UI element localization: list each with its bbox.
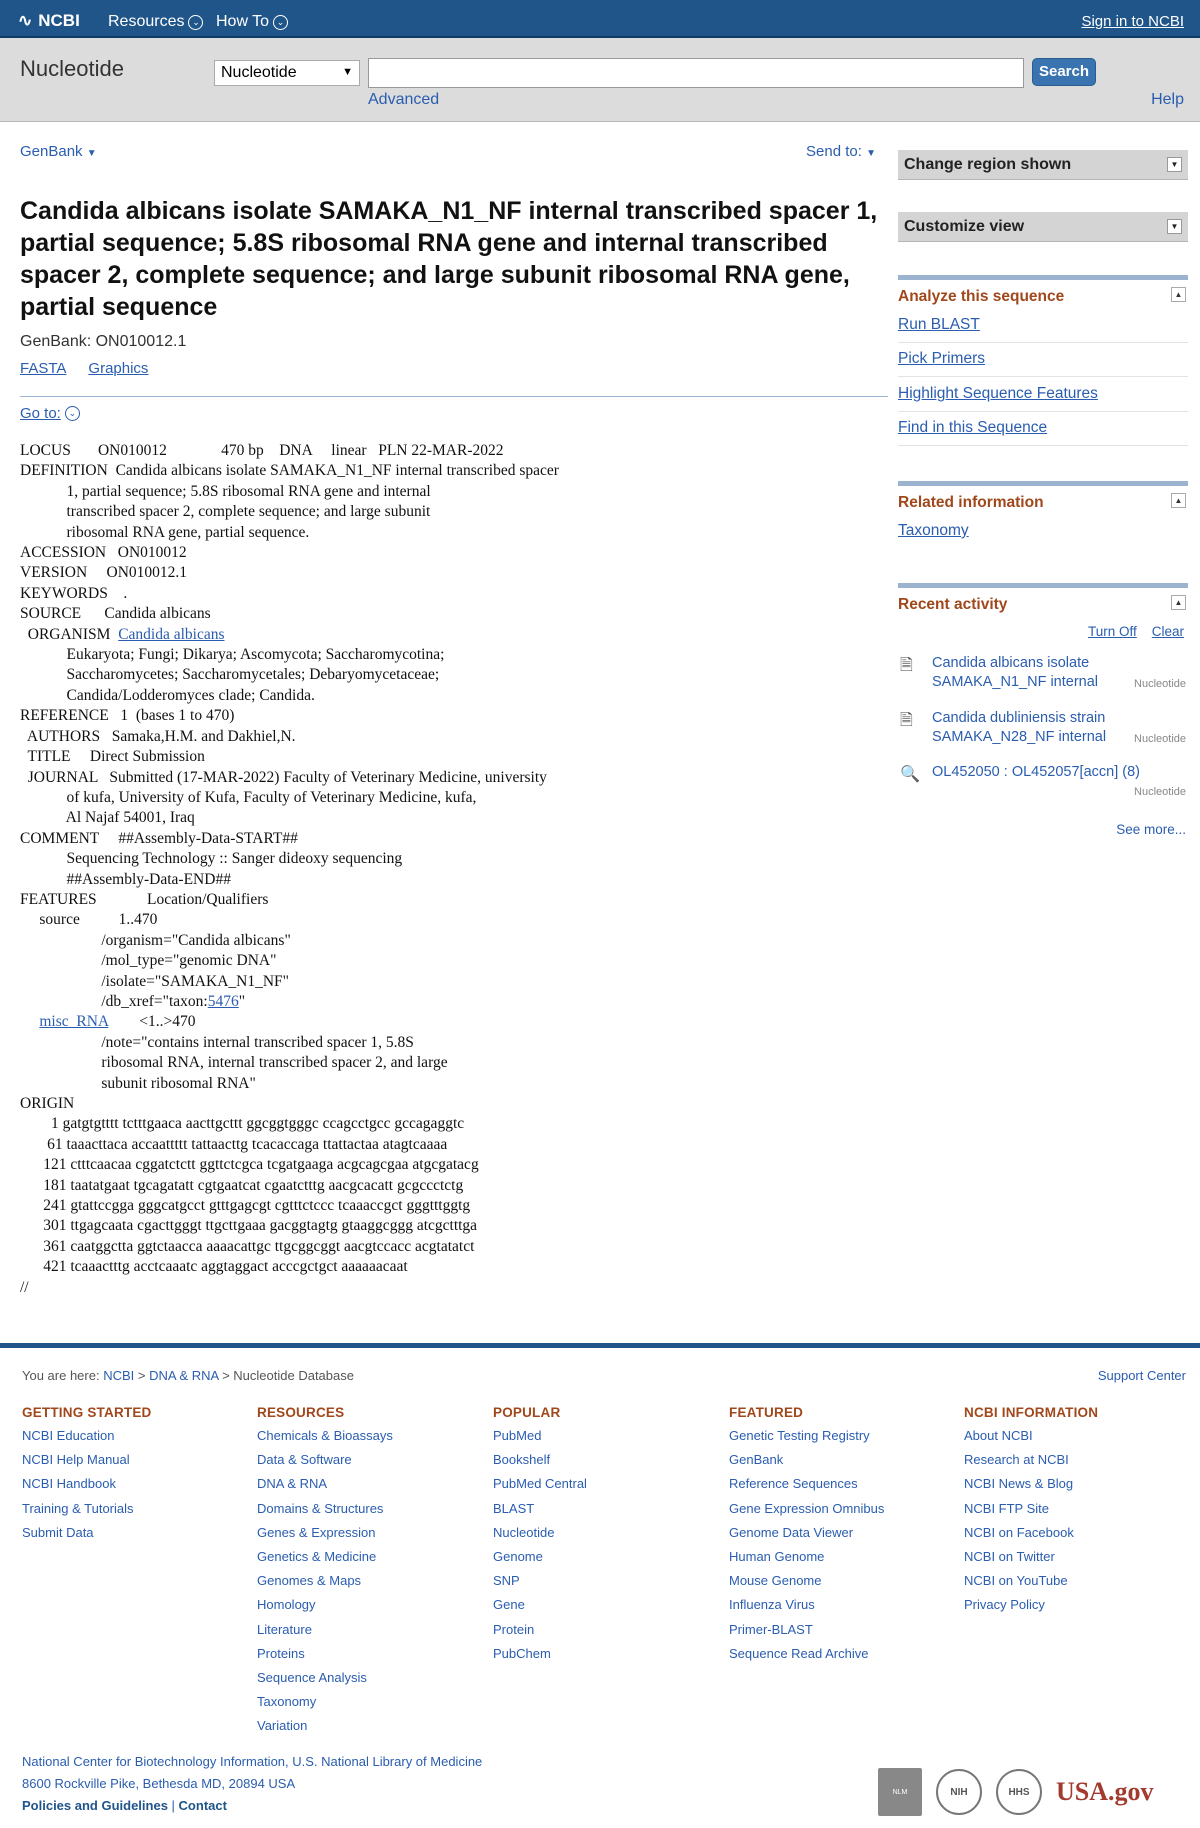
customize-view-panel[interactable]: Customize view ▼ <box>898 212 1188 242</box>
footer-column-title: POPULAR <box>493 1405 561 1420</box>
record-title: Candida albicans isolate SAMAKA_N1_NF internal transcribed spacer 1, partial sequence; 5.8S ribosomal RNA gene and internal transcribed spacer 2, complete sequence; and large subunit ribosomal RNA gene, partial sequence <box>20 197 878 321</box>
footer-column <box>22 1405 247 1545</box>
footer-column <box>257 1405 482 1739</box>
chevron-down-icon: ⌄ <box>65 406 80 421</box>
flat-file-line: Candida/Lodderomyces clade; Candida. <box>20 686 315 704</box>
flat-file-line: Saccharomycetes; Saccharomycetales; Debaryomycetaceae; <box>20 666 440 684</box>
analyze-panel-header: Analyze this sequence ▲ <box>898 275 1188 306</box>
footer-link[interactable]: Gene <box>493 1597 525 1613</box>
highlight-features-link[interactable]: Highlight Sequence Features <box>898 385 1188 412</box>
footer-link[interactable]: DNA & RNA <box>257 1476 328 1492</box>
search-button[interactable]: Search <box>1032 58 1096 86</box>
flat-file-line: /mol_type="genomic DNA" <box>20 952 277 970</box>
breadcrumb: You are here: NCBI > DNA & RNA > Nucleotide Database <box>22 1368 354 1383</box>
flat-file-line: 121 ctttcaacaa cggatctctt ggttctcgca tcgatgaaga acgcagcgaa atgcgatacg <box>20 1156 479 1174</box>
flat-file-line: SOURCE Candida albicans <box>20 605 211 623</box>
find-in-sequence-link[interactable]: Find in this Sequence <box>898 419 1188 446</box>
flat-file-line: VERSION ON010012.1 <box>20 564 188 582</box>
footer-link[interactable]: GenBank <box>729 1452 784 1468</box>
misc-rna-link[interactable]: misc_RNA <box>39 1013 109 1031</box>
footer-link[interactable]: SNP <box>493 1573 520 1589</box>
document-icon: 🗎 <box>900 712 913 729</box>
chevron-down-icon: ⌄ <box>188 15 203 30</box>
crumb-dna-rna[interactable]: DNA & RNA <box>149 1368 219 1383</box>
caret-down-icon: ▼ <box>86 148 97 159</box>
footer-address: National Center for Biotechnology Information, U.S. National Library of Medicine 8600 Rockville Pike, Bethesda MD, 20894 USA Policies and Guidelines | Contact <box>22 1754 483 1813</box>
footer-link[interactable]: Sequence Analysis <box>257 1670 367 1686</box>
organism-link[interactable]: Candida albicans <box>118 625 225 643</box>
nih-logo-icon[interactable]: NIH <box>936 1769 982 1815</box>
footer-column-title: FEATURED <box>729 1405 804 1420</box>
footer-link[interactable]: Human Genome <box>729 1549 825 1565</box>
flat-file-line: ribosomal RNA, internal transcribed spacer 2, and large <box>20 1054 448 1072</box>
howto-menu[interactable]: How To ⌄ <box>216 13 288 31</box>
flat-file-line: ribosomal RNA gene, partial sequence. <box>20 523 310 541</box>
document-icon: 🗎 <box>900 657 913 674</box>
collapse-icon[interactable]: ▲ <box>1171 287 1186 302</box>
related-panel-header: Related information ▲ <box>898 481 1188 512</box>
flat-file-line: /isolate="SAMAKA_N1_NF" <box>20 972 289 990</box>
pick-primers-link[interactable]: Pick Primers <box>898 350 1188 377</box>
footer-link[interactable]: Mouse Genome <box>729 1573 822 1589</box>
dropdown-arrow-icon: ▼ <box>1167 157 1182 172</box>
flat-file-line: REFERENCE 1 (bases 1 to 470) <box>20 707 235 725</box>
flat-file-line: COMMENT ##Assembly-Data-START## <box>20 829 298 847</box>
footer-link[interactable]: NCBI on YouTube <box>964 1573 1068 1589</box>
graphics-link[interactable]: Graphics <box>88 360 149 377</box>
footer-column <box>964 1405 1189 1618</box>
footer-column-title: NCBI INFORMATION <box>964 1405 1099 1420</box>
flat-file-line: ACCESSION ON010012 <box>20 544 187 562</box>
footer-link[interactable]: NCBI on Facebook <box>964 1524 1074 1540</box>
flat-file-line: /organism="Candida albicans" <box>20 931 291 949</box>
caret-down-icon: ▼ <box>866 148 876 159</box>
flat-file-line: FEATURES Location/Qualifiers <box>20 890 269 908</box>
footer-link[interactable]: Influenza Virus <box>729 1597 815 1613</box>
flat-file-line: transcribed spacer 2, complete sequence; and large subunit <box>20 503 431 521</box>
sign-in-link[interactable]: Sign in to NCBI <box>1081 13 1184 30</box>
hhs-logo-icon[interactable]: HHS <box>996 1769 1042 1815</box>
flat-file-line: // <box>20 1278 29 1296</box>
footer-link[interactable]: Homology <box>257 1597 316 1613</box>
ncbi-topbar <box>0 0 1200 38</box>
advanced-search-link[interactable]: Advanced <box>368 91 440 108</box>
footer-link[interactable]: NCBI Education <box>22 1428 115 1443</box>
flat-file-line: Al Najaf 54001, Iraq <box>20 809 195 827</box>
flat-file-line: LOCUS ON010012 470 bp DNA linear PLN 22-MAR-2022 <box>20 442 504 459</box>
footer-link[interactable]: Submit Data <box>22 1524 94 1540</box>
footer-link[interactable]: Bookshelf <box>493 1452 551 1468</box>
flat-file-line: 241 gtattccgga gggcatgcct gtttgagcgt cgtttctccc tcaaaccgct gggtttggtg <box>20 1197 471 1215</box>
flat-file-line: AUTHORS Samaka,H.M. and Dakhiel,N. <box>20 727 296 745</box>
footer-column-title: GETTING STARTED <box>22 1405 152 1420</box>
accession-line: GenBank: ON010012.1 <box>20 333 187 350</box>
flat-file-line: /note="contains internal transcribed spacer 1, 5.8S <box>20 1033 414 1051</box>
search-icon: 🔍 <box>900 766 920 783</box>
footer-link[interactable]: BLAST <box>493 1500 535 1516</box>
ncbi-logo[interactable]: ∿ NCBI <box>18 11 80 30</box>
recent-controls <box>1088 624 1184 639</box>
flat-file-line: /db_xref="taxon:5476" <box>20 992 246 1010</box>
taxon-link[interactable]: 5476 <box>207 992 239 1010</box>
flat-file-line: source 1..470 <box>20 911 158 929</box>
footer-link[interactable]: Sequence Read Archive <box>729 1645 869 1661</box>
goto-menu[interactable]: Go to: ⌄ <box>20 405 80 422</box>
footer-link[interactable]: NCBI on Twitter <box>964 1549 1055 1565</box>
search-bar <box>0 38 1200 122</box>
footer-link[interactable]: Genomes & Maps <box>257 1573 362 1589</box>
footer-link[interactable]: NCBI News & Blog <box>964 1476 1074 1492</box>
footer-link[interactable]: Genome Data Viewer <box>729 1524 854 1540</box>
footer-link[interactable]: Nucleotide <box>493 1524 555 1540</box>
flat-file-line: subunit ribosomal RNA" <box>20 1074 256 1092</box>
flat-file-line: 361 caatggctta ggtctaacca aaaacattgc ttgcggcggt aacgtccacc acgtatatct <box>20 1237 475 1255</box>
footer-link[interactable]: NCBI Handbook <box>22 1476 116 1492</box>
send-to-menu[interactable]: Send to: ▼ <box>806 143 876 160</box>
search-input[interactable] <box>368 58 1024 88</box>
footer-link[interactable]: Reference Sequences <box>729 1476 858 1492</box>
footer-link[interactable]: Domains & Structures <box>257 1500 384 1516</box>
footer-link[interactable]: Privacy Policy <box>964 1597 1045 1613</box>
footer-link[interactable]: PubMed Central <box>493 1476 587 1492</box>
flat-file-line: JOURNAL Submitted (17-MAR-2022) Faculty of Veterinary Medicine, university <box>20 768 547 786</box>
collapse-icon[interactable]: ▲ <box>1171 595 1186 610</box>
flat-file-line: 61 taaacttaca accaattttt tattaacttg tcacaccaga ttattactaa atagtcaaaa <box>20 1135 448 1153</box>
database-select[interactable]: Nucleotide ▼ <box>214 60 360 86</box>
footer-link[interactable]: Protein <box>493 1621 535 1637</box>
flat-file-line: 181 taatatgaat tgcagatatt cgtgaatcat cgaatctttg aacgcacatt gcgccctctg <box>20 1176 464 1194</box>
flat-file-line: ORIGIN <box>20 1095 98 1112</box>
dropdown-arrow-icon: ▼ <box>342 66 353 78</box>
contact-link[interactable]: Contact <box>178 1798 227 1813</box>
flat-file-line: DEFINITION Candida albicans isolate SAMAKA_N1_NF internal transcribed spacer <box>20 462 559 480</box>
recent-item[interactable]: 🗎 Candida dubliniensis strain SAMAKA_N28_NF internal Nucleotide <box>900 710 1186 745</box>
resources-menu[interactable]: Resources ⌄ <box>108 13 203 31</box>
chevron-down-icon: ⌄ <box>273 15 288 30</box>
footer-link[interactable]: NCBI FTP Site <box>964 1500 1050 1516</box>
footer-logos <box>878 1768 1154 1816</box>
format-links <box>20 360 148 377</box>
recent-item[interactable]: 🔍 OL452050 : OL452057[accn] (8) Nucleotide <box>900 764 1186 798</box>
footer-link[interactable]: Genetics & Medicine <box>257 1549 377 1565</box>
flat-file-line: Sequencing Technology :: Sanger dideoxy sequencing <box>20 850 403 868</box>
flat-file-line: Eukaryota; Fungi; Dikarya; Ascomycota; Saccharomycotina; <box>20 646 445 664</box>
help-link[interactable]: Help <box>1151 91 1184 108</box>
format-menu[interactable]: GenBank ▼ <box>20 143 97 160</box>
footer-link[interactable]: Literature <box>257 1621 312 1637</box>
footer-link[interactable]: About NCBI <box>964 1428 1033 1443</box>
recent-activity-header: Recent activity ▲ <box>898 583 1188 614</box>
footer-column-title: RESOURCES <box>257 1405 345 1420</box>
footer-link[interactable]: Variation <box>257 1718 308 1734</box>
footer-link[interactable]: PubMed <box>493 1428 542 1443</box>
footer-link[interactable]: Taxonomy <box>257 1694 317 1710</box>
footer-link[interactable]: Chemicals & Bioassays <box>257 1428 393 1443</box>
footer-link[interactable]: Proteins <box>257 1645 305 1661</box>
fasta-link[interactable]: FASTA <box>20 360 67 377</box>
dropdown-arrow-icon: ▼ <box>1167 219 1182 234</box>
clear-link[interactable]: Clear <box>1151 624 1185 639</box>
footer-link[interactable]: NCBI Help Manual <box>22 1452 130 1468</box>
usagov-logo[interactable]: USA.gov <box>1056 1777 1154 1806</box>
support-center-link[interactable]: Support Center <box>1097 1368 1186 1383</box>
footer-divider <box>0 1343 1200 1348</box>
flat-file-line: of kufa, University of Kufa, Faculty of Veterinary Medicine, kufa, <box>20 788 477 806</box>
crumb-current: Nucleotide Database <box>233 1368 354 1383</box>
footer-link[interactable]: Genetic Testing Registry <box>729 1428 870 1443</box>
footer-column <box>729 1405 954 1666</box>
footer-link[interactable]: Data & Software <box>257 1452 352 1468</box>
genbank-flat-file <box>20 441 890 1298</box>
footer-link[interactable]: Gene Expression Omnibus <box>729 1500 885 1516</box>
footer-link[interactable]: Research at NCBI <box>964 1452 1069 1468</box>
flat-file-line: 1, partial sequence; 5.8S ribosomal RNA gene and internal <box>20 482 431 500</box>
crumb-ncbi[interactable]: NCBI <box>103 1368 135 1383</box>
see-more-link[interactable]: See more... <box>1116 822 1186 837</box>
recent-item[interactable]: 🗎 Candida albicans isolate SAMAKA_N1_NF internal Nucleotide <box>900 655 1186 690</box>
flat-file-line: 1 gatgtgtttt tctttgaaca aacttgcttt ggcggtgggc ccagcctgcc gccagaggtc <box>20 1115 465 1133</box>
flat-file-line: ##Assembly-Data-END## <box>20 870 231 888</box>
dna-helix-icon: ∿ <box>18 11 33 30</box>
taxonomy-link[interactable]: Taxonomy <box>898 522 969 539</box>
database-title: Nucleotide <box>20 56 124 81</box>
flat-file-line: KEYWORDS . <box>20 584 128 602</box>
change-region-panel[interactable]: Change region shown ▼ <box>898 150 1188 180</box>
footer-link[interactable]: Primer-BLAST <box>729 1621 813 1637</box>
turn-off-link[interactable]: Turn Off <box>1088 624 1137 639</box>
policies-link[interactable]: Policies and Guidelines <box>22 1798 168 1813</box>
flat-file-line: 421 tcaaactttg acctcaaatc aggtaggact acccgctgct aaaaaacaat <box>20 1258 408 1276</box>
flat-file-line: misc_RNA <1..>470 <box>39 1013 196 1031</box>
footer-link[interactable]: Genes & Expression <box>257 1524 376 1540</box>
footer-column <box>493 1405 718 1666</box>
divider <box>20 396 888 397</box>
flat-file-line: 301 ttgagcaata cgacttgggt ttgcttgaaa gacggtagtg gtaaggcggg atcgctttga <box>20 1217 478 1235</box>
footer-link[interactable]: PubChem <box>493 1645 551 1661</box>
flat-file-line: ORGANISM Candida albicans <box>20 625 225 643</box>
collapse-icon[interactable]: ▲ <box>1171 493 1186 508</box>
flat-file-line: TITLE Direct Submission <box>20 748 205 766</box>
footer-link[interactable]: Training & Tutorials <box>22 1500 134 1516</box>
footer-link[interactable]: Genome <box>493 1549 543 1565</box>
nlm-logo-icon[interactable]: NLM <box>878 1768 922 1816</box>
run-blast-link[interactable]: Run BLAST <box>898 316 1188 343</box>
